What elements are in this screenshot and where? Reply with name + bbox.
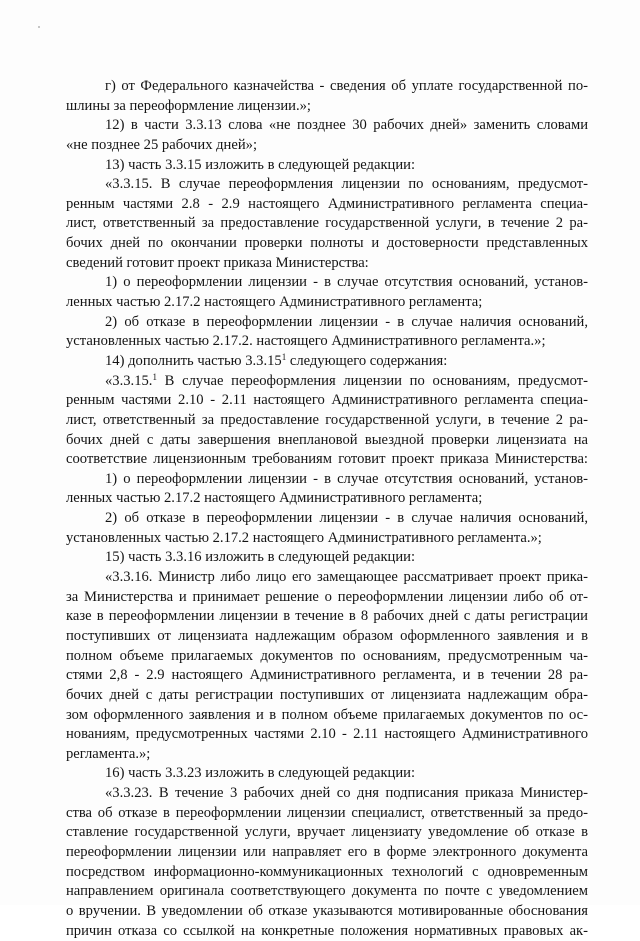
text-line xyxy=(66,764,588,784)
text-line xyxy=(66,273,588,293)
text-line-content: бочих дней с даты регистрации поступивших от лицензиата надлежащим обра- xyxy=(66,686,588,703)
text-line-content: 2) об отказе в переоформлении лицензии - в случае наличия оснований, xyxy=(105,510,588,527)
text-line-content: 14) дополнить частью 3.3.15 xyxy=(105,352,282,369)
text-line-content: ренным частями 2.8 - 2.9 настоящего Административного регламента специа- xyxy=(66,195,588,212)
text-line xyxy=(66,489,588,509)
text-line xyxy=(66,784,588,804)
text-line xyxy=(66,509,588,529)
text-line xyxy=(66,136,588,156)
text-line-content: 2) об отказе в переоформлении лицензии - в случае наличия оснований, xyxy=(105,313,588,330)
text-line xyxy=(66,922,588,941)
text-line xyxy=(66,823,588,843)
text-line xyxy=(66,470,588,490)
text-line-content: «3.3.15. В случае переоформления лицензии по основаниям, предусмот- xyxy=(105,176,588,193)
text-line-content: 12) в части 3.3.13 слова «не позднее 30 рабочих дней» заменить словами xyxy=(105,117,588,134)
text-line-content: «3.3.16. Министр либо лицо его замещающее рассматривает проект прика- xyxy=(105,569,588,586)
text-line-content: посредством информационно-коммуникационных технологий с одновременным xyxy=(66,863,588,880)
text-line-content: соответствие лицензионным требованиям готовит проект приказа Министерства: xyxy=(66,451,588,468)
text-line-content: нованиям, предусмотренных частями 2.10 - 2.11 настоящего Административного xyxy=(66,726,588,743)
text-line-content: 13) часть 3.3.15 изложить в следующей редакции: xyxy=(105,156,416,173)
text-line-content: лист, ответственный за предоставление государственной услуги, в течение 2 ра- xyxy=(66,215,588,232)
text-line-content: полном объеме прилагаемых документов по основаниям, предусмотренным ча- xyxy=(66,647,588,664)
text-line-content: стями 2,8 - 2.9 настоящего Административного регламента, и в течении 28 ра- xyxy=(66,667,588,684)
text-line-content: 16) часть 3.3.23 изложить в следующей редакции: xyxy=(105,765,416,782)
text-line-content: ленных частью 2.17.2 настоящего Административного регламента; xyxy=(66,294,483,311)
text-line-content: ства об отказе в переоформлении лицензии специалист, ответственный за предо- xyxy=(66,804,588,821)
text-line xyxy=(66,548,588,568)
text-line-content: бочих дней по окончании проверки полноты и достоверности представленных xyxy=(66,235,588,252)
text-line-content: «3.3.23. В течение 3 рабочих дней со дня подписания приказа Министер- xyxy=(105,785,588,802)
text-line xyxy=(66,686,588,706)
text-line-content: шлины за переоформление лицензии.»; xyxy=(66,97,311,114)
text-line xyxy=(66,195,588,215)
text-line-content: лист, ответственный за предоставление государственной услуги, в течение 2 ра- xyxy=(66,411,588,428)
text-line xyxy=(66,175,588,195)
text-line xyxy=(66,352,588,372)
text-line xyxy=(66,647,588,667)
text-line xyxy=(66,627,588,647)
text-line-content: «не позднее 25 рабочих дней»; xyxy=(66,136,258,153)
text-line-content: зом оформленного заявления и в полном объеме прилагаемых документов по ос- xyxy=(66,706,588,723)
text-line-content: ренным частями 2.10 - 2.11 настоящего Административного регламента специа- xyxy=(66,392,588,409)
text-line-content: направлением оригинала соответствующего документа по почте с уведомлением xyxy=(66,883,588,900)
text-line xyxy=(66,863,588,883)
text-line-content: 1) о переоформлении лицензии - в случае отсутствия оснований, установ- xyxy=(105,274,588,291)
scan-speck xyxy=(38,26,40,28)
text-line xyxy=(66,568,588,588)
text-line xyxy=(66,882,588,902)
text-line xyxy=(66,116,588,136)
text-line xyxy=(66,706,588,726)
text-line-content: ставление государственной услуги, вручает лицензиату уведомление об отказе в xyxy=(66,824,588,841)
text-line-content: ленных частью 2.17.2 настоящего Административного регламента; xyxy=(66,490,483,507)
document-body xyxy=(66,77,588,941)
text-line-continuation: следующего содержания: xyxy=(286,352,448,369)
text-line-content: «3.3.15. xyxy=(105,372,153,389)
text-line-content: регламента.»; xyxy=(66,745,151,762)
text-line-content: сведений готовит проект приказа Министерства: xyxy=(66,254,369,271)
text-line xyxy=(66,804,588,824)
text-line xyxy=(66,332,588,352)
text-line xyxy=(66,431,588,451)
text-line-content: причин отказа со ссылкой на конкретные положения нормативных правовых ак- xyxy=(66,922,588,939)
text-line xyxy=(66,97,588,117)
text-line xyxy=(66,529,588,549)
text-line xyxy=(66,234,588,254)
text-line xyxy=(66,372,588,392)
text-line xyxy=(66,411,588,431)
text-line xyxy=(66,588,588,608)
text-line xyxy=(66,293,588,313)
footnote-superscript: 1 xyxy=(281,351,287,362)
text-line xyxy=(66,391,588,411)
text-line xyxy=(66,450,588,470)
text-line-content: установленных частью 2.17.2 настоящего Административного регламента.»; xyxy=(66,529,542,546)
text-line-content: поступивших от лицензиата надлежащим образом оформленного заявления и в xyxy=(66,627,588,644)
text-line xyxy=(66,254,588,274)
text-line xyxy=(66,725,588,745)
text-line xyxy=(66,77,588,97)
text-line-content: г) от Федерального казначейства - сведения об уплате государственной по- xyxy=(105,78,588,94)
footnote-superscript: 1 xyxy=(152,371,157,382)
text-line-content: о вручении. В уведомлении об отказе указываются мотивированные обоснования xyxy=(66,902,588,919)
text-line xyxy=(66,214,588,234)
text-line xyxy=(66,607,588,627)
text-line-content: переоформлении лицензии или направляет его в форме электронного документа xyxy=(66,843,588,860)
text-line-content: казе в переоформлении лицензии в течение в 8 рабочих дней с даты регистрации xyxy=(66,608,588,625)
text-line xyxy=(66,313,588,333)
text-line-content: установленных частью 2.17.2. настоящего Административного регламента.»; xyxy=(66,333,546,350)
text-line xyxy=(66,843,588,863)
text-line xyxy=(66,745,588,765)
text-line-content: бочих дней с даты завершения внеплановой выездной проверки лицензиата на xyxy=(66,431,588,448)
text-line xyxy=(66,156,588,176)
text-line-continuation: В случае переоформления лицензии по основаниям, предусмот- xyxy=(156,372,588,389)
text-line-content: 1) о переоформлении лицензии - в случае отсутствия оснований, установ- xyxy=(105,470,588,487)
text-line-content: за Министерства и принимает решение о переоформлении лицензии либо об от- xyxy=(66,588,588,605)
text-line-content: 15) часть 3.3.16 изложить в следующей редакции: xyxy=(105,549,416,566)
text-line xyxy=(66,666,588,686)
